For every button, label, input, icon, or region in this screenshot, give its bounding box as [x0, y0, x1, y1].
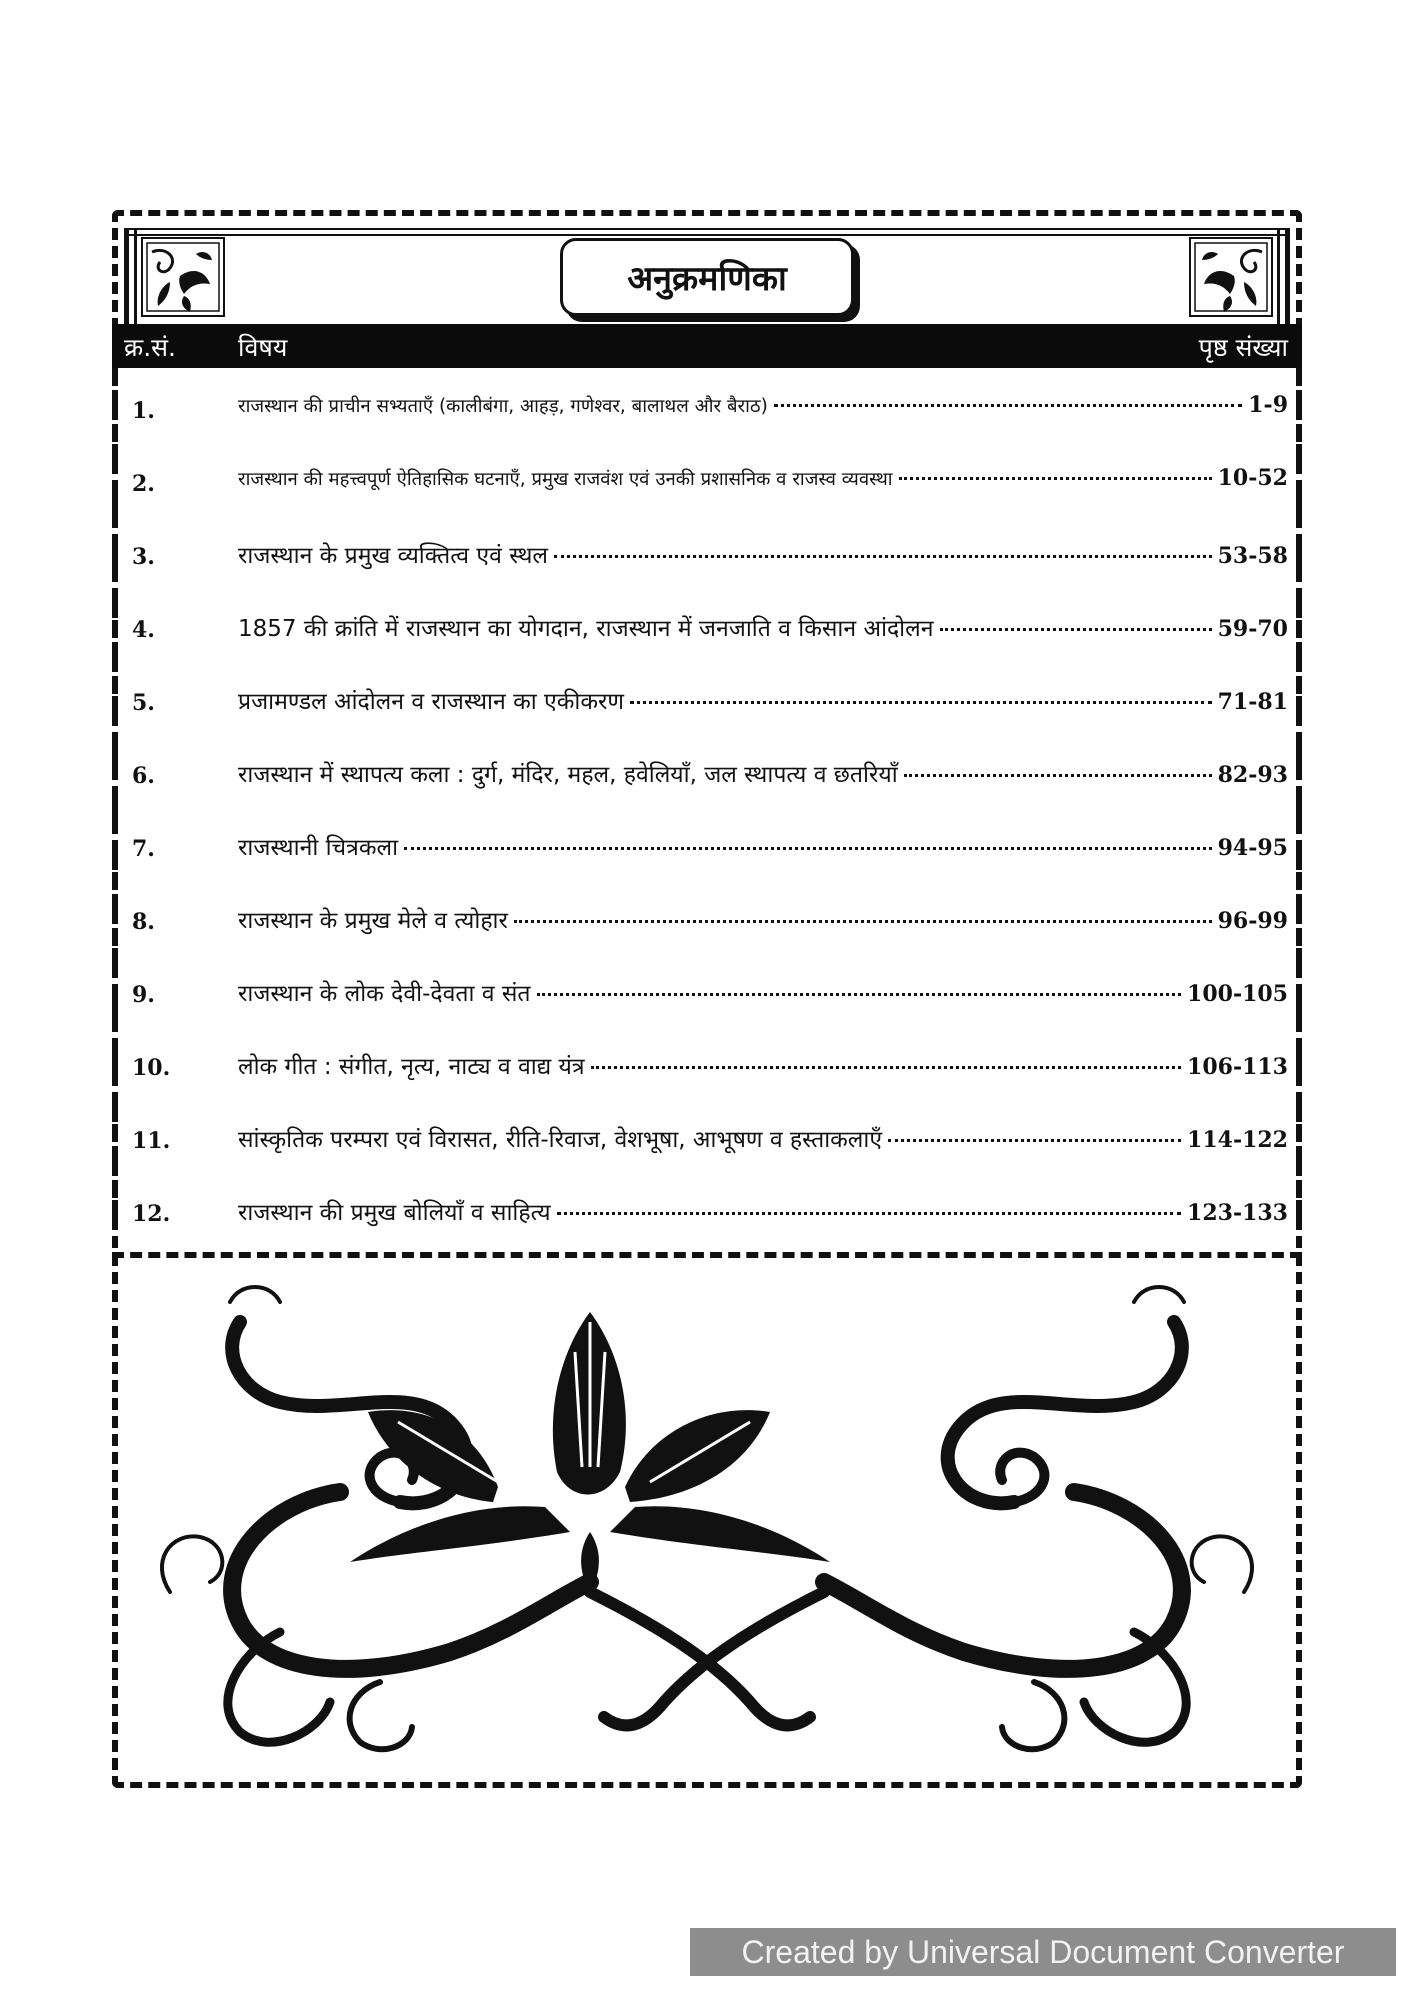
dot-leader — [591, 1066, 1181, 1069]
header-subject-label: विषय — [238, 333, 288, 362]
entry-number: 7. — [132, 836, 155, 862]
entry-subject: 1857 की क्रांति में राजस्थान का योगदान, राजस्थान में जनजाति व किसान आंदोलन — [238, 616, 934, 642]
toc-row[interactable] — [112, 1106, 1302, 1179]
dot-leader — [940, 628, 1212, 631]
entry-pages: 59-70 — [1217, 616, 1288, 642]
entry-number: 10. — [132, 1055, 171, 1081]
entry-number: 2. — [132, 471, 155, 497]
entry-number: 12. — [132, 1201, 171, 1227]
entry-number: 11. — [132, 1128, 171, 1154]
entry-subject: सांस्कृतिक परम्परा एवं विरासत, रीति-रिवाज, वेशभूषा, आभूषण व हस्ताकलाएँ — [238, 1127, 883, 1153]
dot-leader — [404, 847, 1212, 850]
dot-leader — [514, 920, 1212, 923]
watermark-banner — [690, 1928, 1396, 1976]
entry-subject: राजस्थानी चित्रकला — [238, 835, 399, 861]
dot-leader — [888, 1139, 1181, 1142]
entry-subject: राजस्थान की महत्त्वपूर्ण ऐतिहासिक घटनाएँ, प्रमुख राजवंश एवं उनकी प्रशासनिक व राजस्व व्यवस्था — [238, 469, 893, 490]
toc-row[interactable] — [112, 960, 1302, 1033]
watermark-text: Created by Universal Document Converter — [741, 1933, 1345, 1970]
entry-pages: 94-95 — [1217, 835, 1288, 861]
entry-number: 5. — [132, 690, 155, 716]
floral-ornament-icon — [150, 1262, 1264, 1772]
entry-pages: 1-9 — [1248, 392, 1288, 418]
entry-subject: राजस्थान की प्रमुख बोलियाँ व साहित्य — [238, 1200, 551, 1226]
entry-pages: 96-99 — [1217, 908, 1288, 934]
entry-number: 9. — [132, 982, 155, 1008]
toc-row[interactable] — [112, 814, 1302, 887]
dot-leader — [904, 774, 1212, 777]
entry-pages: 10-52 — [1217, 465, 1288, 491]
entry-number: 8. — [132, 909, 155, 935]
toc-row[interactable] — [112, 1033, 1302, 1106]
dot-leader — [899, 477, 1212, 480]
toc-row[interactable] — [112, 1179, 1302, 1252]
dot-leader — [554, 555, 1212, 558]
toc-row[interactable] — [112, 668, 1302, 741]
entry-number: 1. — [132, 398, 155, 424]
entry-subject: राजस्थान में स्थापत्य कला : दुर्ग, मंदिर, महल, हवेलियाँ, जल स्थापत्य व छतरियाँ — [238, 762, 898, 788]
toc-row[interactable] — [112, 595, 1302, 668]
entry-pages: 106-113 — [1187, 1054, 1288, 1080]
dot-leader — [774, 404, 1242, 407]
entry-pages: 82-93 — [1217, 762, 1288, 788]
entry-pages: 123-133 — [1187, 1200, 1288, 1226]
entry-pages: 53-58 — [1217, 543, 1288, 569]
section-divider — [112, 1252, 1302, 1258]
entry-pages: 100-105 — [1187, 981, 1288, 1007]
header-page-label: पृष्ठ संख्या — [1198, 333, 1288, 362]
toc-row[interactable] — [112, 376, 1302, 449]
entry-subject: राजस्थान के प्रमुख मेले व त्योहार — [238, 908, 508, 934]
entry-subject: प्रजामण्डल आंदोलन व राजस्थान का एकीकरण — [238, 689, 625, 715]
entry-pages: 114-122 — [1187, 1127, 1288, 1153]
toc-row[interactable] — [112, 741, 1302, 814]
dot-leader — [537, 993, 1181, 996]
entry-number: 3. — [132, 544, 155, 570]
corner-flourish-right-icon — [1188, 236, 1274, 318]
entry-subject: राजस्थान की प्राचीन सभ्यताएँ (कालीबंगा, आहड़, गणेश्वर, बालाथल और बैराठ) — [238, 396, 768, 417]
entry-pages: 71-81 — [1217, 689, 1288, 715]
title-box — [560, 238, 854, 316]
header-number-label: क्र.सं. — [124, 333, 176, 362]
entry-subject: राजस्थान के प्रमुख व्यक्तित्व एवं स्थल — [238, 543, 548, 569]
toc-list — [112, 376, 1302, 1240]
toc-header-bar — [112, 324, 1302, 368]
entry-number: 6. — [132, 763, 155, 789]
page-title: अनुक्रमणिका — [627, 259, 787, 299]
dot-leader — [630, 701, 1212, 704]
toc-row[interactable] — [112, 887, 1302, 960]
dot-leader — [557, 1212, 1181, 1215]
entry-subject: राजस्थान के लोक देवी-देवता व संत — [238, 981, 531, 1007]
toc-row[interactable] — [112, 522, 1302, 595]
entry-number: 4. — [132, 617, 155, 643]
corner-flourish-left-icon — [140, 236, 226, 318]
entry-subject: लोक गीत : संगीत, नृत्य, नाट्य व वाद्य यंत्र — [238, 1054, 585, 1080]
toc-row[interactable] — [112, 449, 1302, 522]
